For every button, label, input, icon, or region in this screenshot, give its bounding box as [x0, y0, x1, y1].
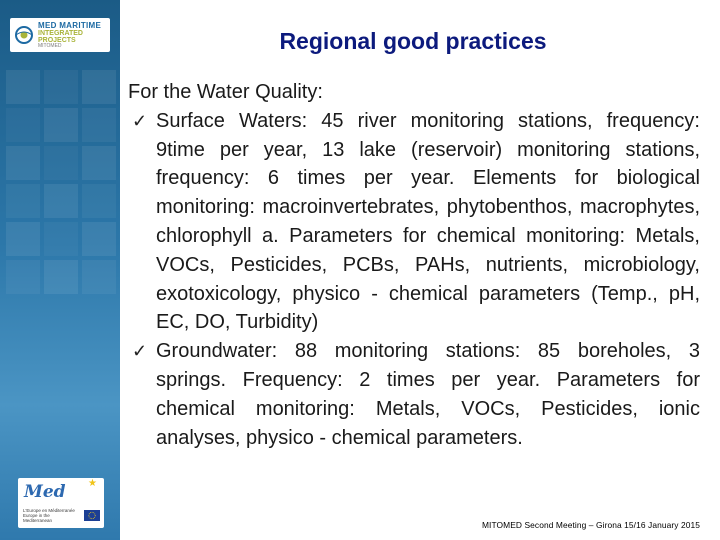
globe-logo-icon	[14, 25, 34, 45]
slide-title: Regional good practices	[279, 28, 547, 54]
logo-project: MITOMED	[38, 42, 62, 49]
med-programme-logo	[18, 478, 104, 528]
bullet-text: Groundwater: 88 monitoring stations: 85 boreholes, 3 springs. Frequency: 2 times per year. Parameters for chemical monitoring: Metals, VOCs, Pesticides, ionic analyses, physico - chemical parameters.	[156, 340, 700, 449]
footer-text: MITOMED Second Meeting – Girona 15/16 January 2015	[481, 520, 700, 530]
bullet-surface-waters	[128, 107, 700, 337]
logo-subtitle: INTEGRATED PROJECTS	[38, 29, 83, 44]
med-maritime-logo	[10, 18, 110, 52]
check-icon: ✓	[132, 110, 148, 131]
check-icon: ✓	[132, 341, 148, 362]
eu-flag-icon	[84, 510, 100, 521]
intro-text: For the Water Quality:	[128, 81, 323, 103]
sidebar-panel	[0, 0, 120, 540]
med-logo-subtitle: L'Europe en Méditerranée Europe in the Mediterranean	[23, 508, 75, 523]
slide-body	[128, 78, 700, 452]
bullet-groundwater	[128, 337, 700, 452]
med-logo-text: Med	[24, 482, 66, 502]
bullet-text: Surface Waters: 45 river monitoring stations, frequency: 9time per year, 13 lake (reservoir) monitoring stations, frequency: 6 times per year. Elements for biological monitoring: macroinvertebrates, phytobenthos, macrophytes, chlorophyll a. Parameters for chemical monitoring: Metals, VOCs, Pesticides, PCBs, PAHs, nutrients, microbiology, exotoxicology, physico - chemical parameters (Temp., pH, EC, DO, Turbidity)	[156, 109, 700, 334]
sidebar-pattern	[0, 0, 120, 540]
star-icon: ★	[88, 478, 97, 489]
logo-title: MED MARITIME	[38, 20, 102, 30]
